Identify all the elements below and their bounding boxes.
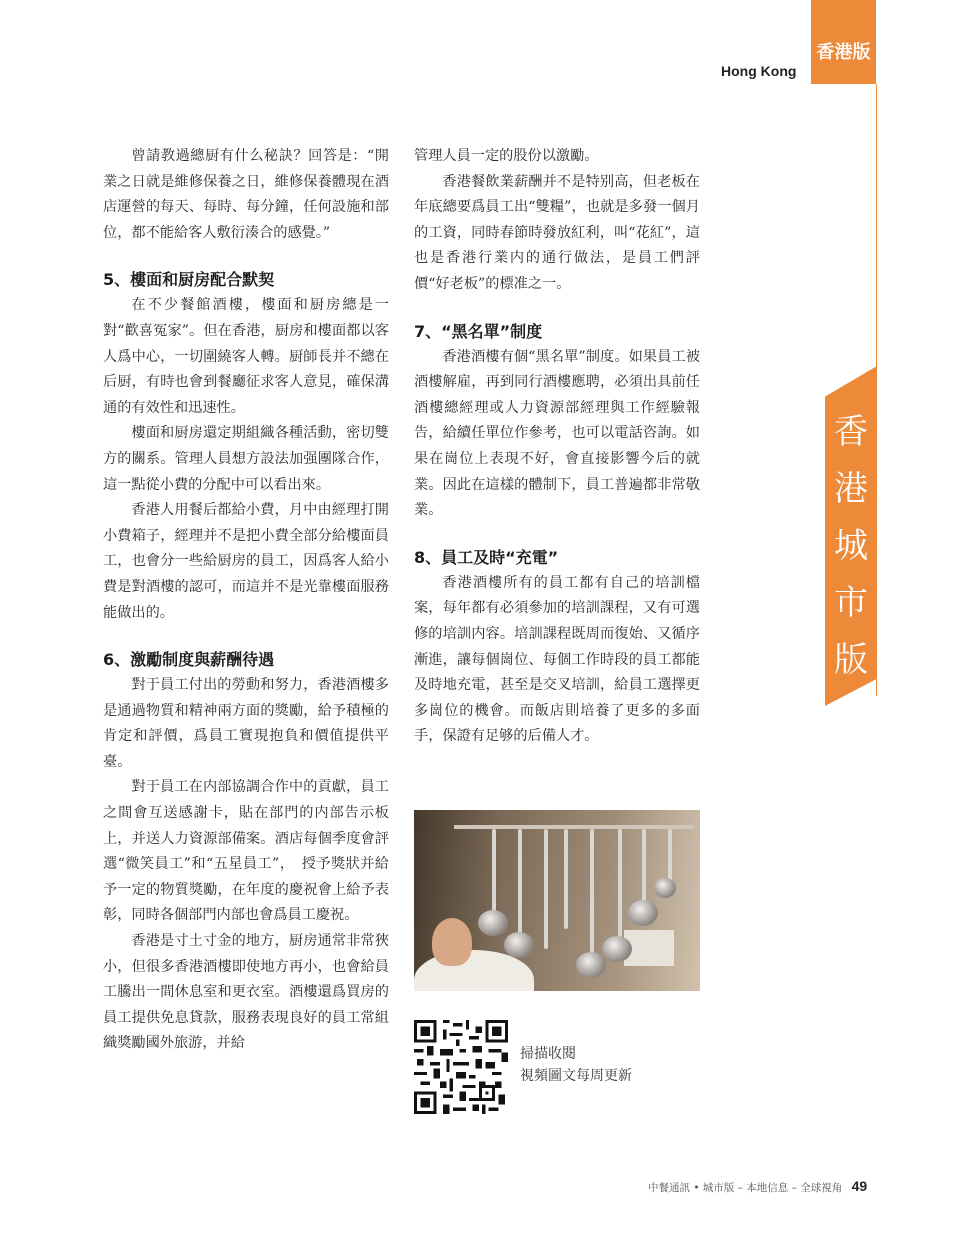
region-tag: 香港版 bbox=[811, 0, 876, 84]
paragraph: 香港餐飲業薪酬并不是特别高，但老板在年底總要爲員工出“雙糧”，也就是多發一個月的工資，同時春節時發放紅利，叫“花紅”，這也是香港行業内的通行做法，是員工們評價“好老板”的標准之一。 bbox=[414, 173, 700, 292]
article-column-right bbox=[414, 144, 700, 750]
paragraph: 香港酒樓所有的員工都有自己的培訓檔案，每年都有必須參加的培訓課程，又有可選修的培訓内容。培訓課程既周而復始、又循序漸進，讓每個崗位、每個工作時段的員工都能及時地充電，甚至是交叉培訓，給員工選擇更多崗位的機會。而飯店則培養了更多的多面手，保證有足够的后備人才。 bbox=[414, 574, 700, 745]
side-tab-label bbox=[825, 404, 877, 689]
paragraph: 樓面和厨房還定期組織各種活動，密切雙方的關系。管理人員想方設法加强團隊合作，這一點從小費的分配中可以看出來。 bbox=[103, 425, 389, 493]
side-tab-char: 香 bbox=[834, 412, 868, 452]
footer-text: 中餐通訊 • 城市版 – 本地信息 – 全球視角 bbox=[648, 1182, 843, 1194]
kitchen-photo bbox=[414, 810, 700, 991]
qr-caption-line: 掃描收閱 bbox=[520, 1046, 576, 1062]
article-column-left bbox=[103, 144, 389, 1057]
paragraph: 在不少餐館酒樓，樓面和厨房總是一對“歡喜冤家”。但在香港，厨房和樓面都以客人爲中心，一切圍繞客人轉。厨師長并不總在后厨，有時也會到餐廳征求客人意見，確保溝通的有效性和迅速性。 bbox=[103, 297, 389, 416]
paragraph: 香港是寸土寸金的地方，厨房通常非常狹小，但很多香港酒樓即使地方再小，也會給員工騰出一間休息室和更衣室。酒樓還爲買房的員工提供免息貸款，服務表現良好的員工常組織獎勵國外旅游，并給 bbox=[103, 933, 389, 1052]
paragraph: 曾請教過總厨有什么秘訣？回答是：“開業之日就是維修保養之日，維修保養體現在酒店運營的每天、每時、每分鐘，任何設施和部位，都不能給客人敷衍湊合的感覺。” bbox=[103, 148, 389, 241]
qr-caption-line: 視頻圖文每周更新 bbox=[520, 1068, 632, 1084]
side-tab-char: 港 bbox=[834, 469, 868, 509]
section-heading: 7、“黑名單”制度 bbox=[414, 321, 543, 341]
side-tab-char: 版 bbox=[834, 640, 868, 680]
side-tab-char: 市 bbox=[834, 583, 868, 623]
page-number: 49 bbox=[851, 1178, 868, 1194]
qr-code[interactable] bbox=[414, 1020, 508, 1114]
section-heading: 6、激勵制度與薪酬待遇 bbox=[103, 650, 275, 670]
paragraph: 香港酒樓有個“黑名單”制度。如果員工被酒樓解雇，再到同行酒樓應聘，必須出具前任酒樓總經理或人力資源部經理與工作經驗報告，給續任單位作參考，也可以電話咨詢。如果在崗位上表現不好，會直接影響今后的就業。因此在這樣的體制下，員工普遍都非常敬業。 bbox=[414, 348, 700, 519]
paragraph: 對于員工付出的勞動和努力，香港酒樓多是通過物質和精神兩方面的獎勵，給予積極的肯定和評價，爲員工實現抱負和價值提供平臺。 bbox=[103, 677, 389, 770]
section-heading: 5、樓面和厨房配合默契 bbox=[103, 270, 275, 290]
page-footer bbox=[648, 1178, 867, 1195]
paragraph: 對于員工在内部協調合作中的貢獻，員工之間會互送感謝卡，貼在部門的内部告示板上，并送人力資源部備案。酒店每個季度會評選“微笑員工”和“五星員工”， 授予獎狀并給予一定的物質獎勵，在年度的慶祝會上給予表彰，同時各個部門内部也會爲員工慶祝。 bbox=[103, 779, 389, 924]
qr-caption bbox=[520, 1043, 632, 1087]
paragraph: 管理人員一定的股份以激勵。 bbox=[414, 148, 599, 164]
region-label-en: Hong Kong bbox=[721, 63, 797, 79]
side-tab-char: 城 bbox=[834, 526, 868, 566]
section-heading: 8、員工及時“充電” bbox=[414, 547, 559, 567]
paragraph: 香港人用餐后都給小費，月中由經理打開小費箱子，經理并不是把小費全部分給樓面員工，也會分一些給厨房的員工，因爲客人給小費是對酒樓的認可，而這并不是光靠樓面服務能做出的。 bbox=[103, 502, 389, 621]
